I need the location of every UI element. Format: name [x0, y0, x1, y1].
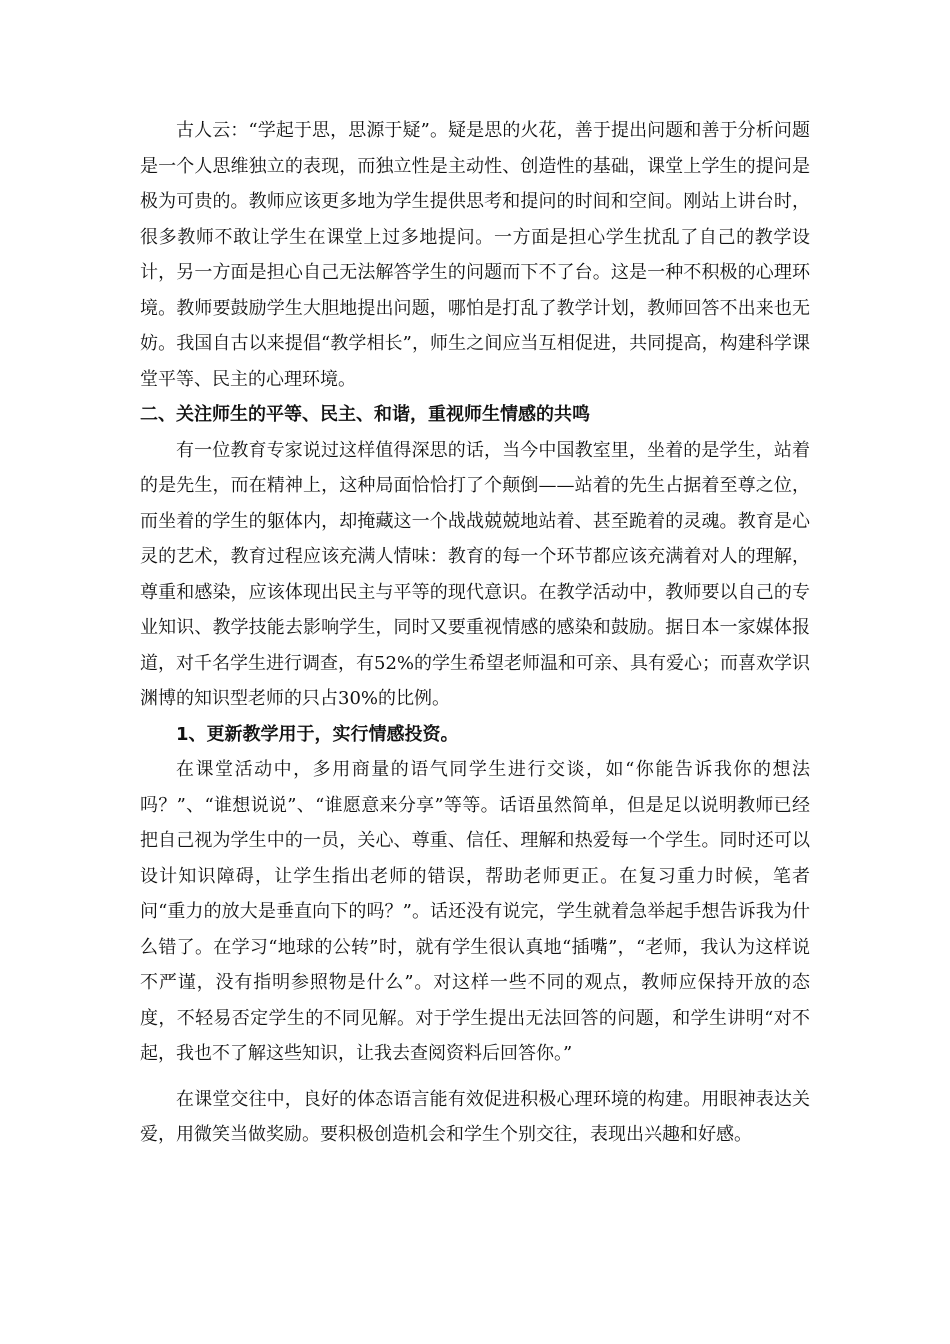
paragraph-questioning: 古人云：“学起于思，思源于疑”。疑是思的火花，善于提出问题和善于分析问题是一个人思维独立的表现，而独立性是主动性、创造性的基础，课堂上学生的提问是极为可贵的。教师应该更多地为学生提供思考和提问的时间和空间。刚站上讲台时，很多教师不敢让学生在课堂上过多地提问。一方面是担心学生扰乱了自己的教学设计，另一方面是担心自己无法解答学生的问题而下不了台。这是一种不积极的心理环境。教师要鼓励学生大胆地提出问题，哪怕是打乱了教学计划，教师回答不出来也无妨。我国自古以来提倡“教学相长”，师生之间应当互相促进，共同提高，构建科学课堂平等、民主的心理环境。 — [140, 120, 810, 390]
section-heading-2: 二、关注师生的平等、民主、和谐，重视师生情感的共鸣 — [140, 404, 590, 425]
paragraph-gap — [140, 1072, 810, 1082]
subsection-heading-1: 1、更新教学用于，实行情感投资。 — [176, 723, 459, 745]
document-page — [140, 113, 810, 1153]
paragraph-classroom-dialogue: 在课堂活动中，多用商量的语气同学生进行交谈，如“你能告诉我你的想法吗？”、“谁想说说”、“谁愿意来分享”等等。话语虽然简单，但是足以说明教师已经把自己视为学生中的一员，关心、尊重、信任、理解和热爱每一个学生。同时还可以设计知识障碍，让学生指出老师的错误，帮助老师更正。在复习重力时候，笔者问“重力的放大是垂直向下的吗？”。话还没有说完，学生就着急举起手想告诉我为什么错了。在学习“地球的公转”时，就有学生很认真地“插嘴”，“老师，我认为这样说不严谨，没有指明参照物是什么”。对这样一些不同的观点，教师应保持开放的态度，不轻易否定学生的不同见解。对于学生提出无法回答的问题，和学生讲明“对不起，我也不了解这些知识，让我去查阅资料后回答你。” — [140, 759, 810, 1064]
paragraph-equality: 有一位教育专家说过这样值得深思的话，当今中国教室里，坐着的是学生，站着的是先生，而在精神上，这种局面恰恰打了个颠倒——站着的先生占据着至尊之位，而坐着的学生的躯体内，却掩藏这一个战战兢兢地站着、甚至跪着的灵魂。教育是心灵的艺术，教育过程应该充满人情味：教育的每一个环节都应该充满着对人的理解，尊重和感染，应该体现出民主与平等的现代意识。在教学活动中，教师要以自己的专业知识、教学技能去影响学生，同时又要重视情感的感染和鼓励。据日本一家媒体报道，对千名学生进行调查，有52%的学生希望老师温和可亲、具有爱心；而喜欢学识渊博的知识型老师的只占30%的比例。 — [140, 439, 811, 709]
paragraph-body-language: 在课堂交往中，良好的体态语言能有效促进积极心理环境的构建。用眼神表达关爱，用微笑当做奖励。要积极创造机会和学生个别交往，表现出兴趣和好感。 — [140, 1088, 810, 1145]
